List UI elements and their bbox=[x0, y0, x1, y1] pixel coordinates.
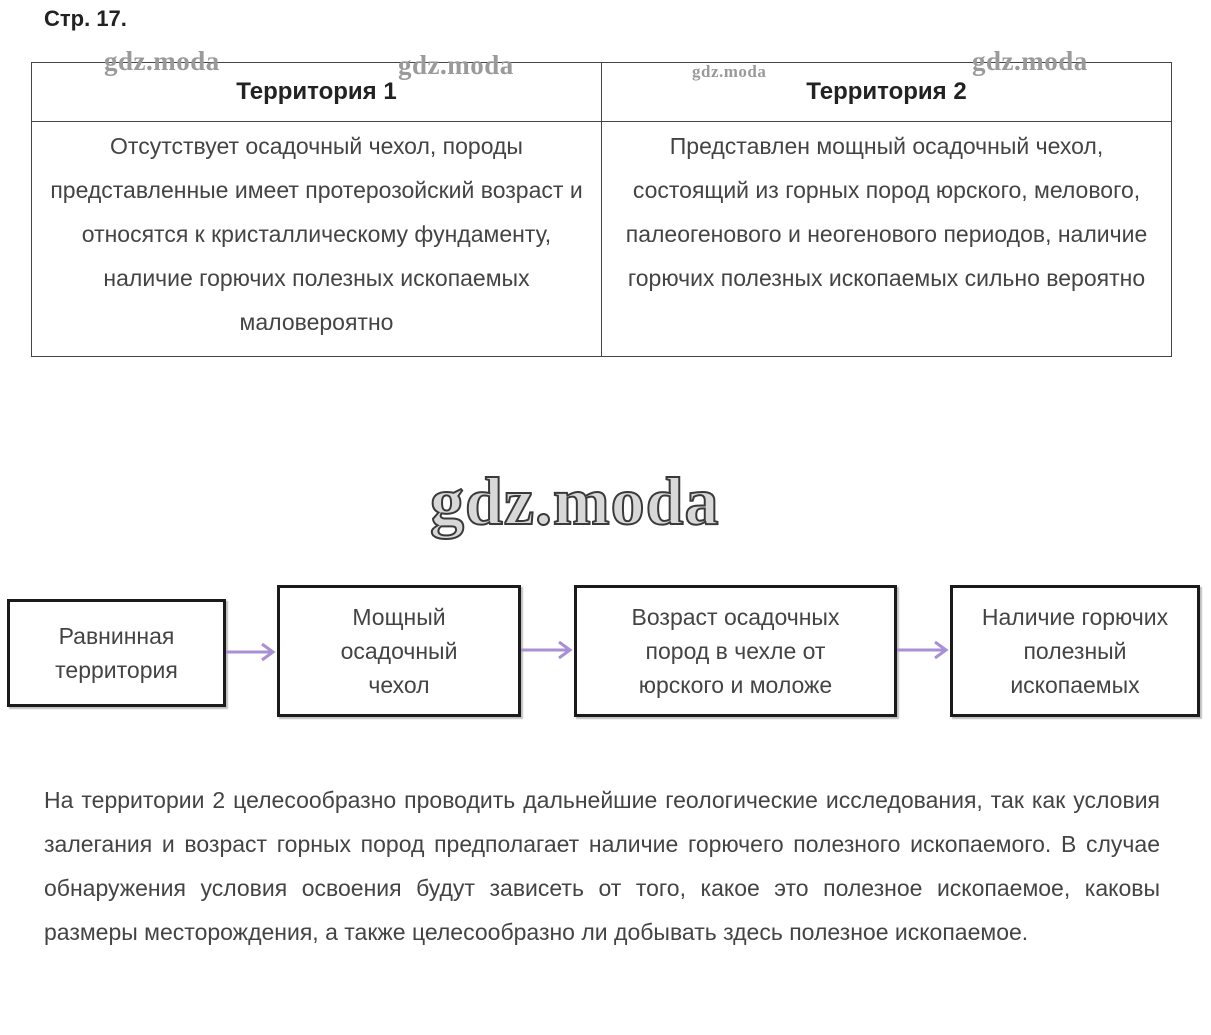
flow-box-label: Мощный осадочный чехол bbox=[340, 604, 458, 698]
page-heading: Стр. 17. bbox=[44, 6, 127, 31]
flow-arrow bbox=[897, 642, 946, 658]
flow-box-label: Равнинная территория bbox=[55, 623, 178, 683]
watermark: gdz.moda bbox=[972, 46, 1088, 76]
cell-territory-2: Представлен мощный осадочный чехол, состоящий из горных пород юрского, мелового, палеогенового и неогенового периодов, наличие горючих полезных ископаемых сильно вероятно bbox=[602, 122, 1172, 357]
watermark: gdz.moda bbox=[398, 50, 514, 80]
flow-arrow bbox=[226, 644, 273, 660]
watermark: gdz.moda bbox=[692, 62, 767, 81]
header-territory-1: Территория 1 bbox=[32, 63, 602, 122]
flow-box-label: Наличие горючих полезный ископаемых bbox=[981, 604, 1169, 698]
conclusion-text: На территории 2 целесообразно проводить дальнейшие геологические исследования, так как условия залегания и возраст горных пород предполагает наличие горючего полезного ископаемого. В случае обнаружения условия освоения будут зависеть от того, какое это полезное ископаемое, каковы размеры месторождения, а также целесообразно ли добывать здесь полезное ископаемое. bbox=[44, 787, 1160, 945]
cell-territory-1: Отсутствует осадочный чехол, породы представленные имеет протерозойский возраст и относятся к кристаллическому фундаменту, наличие горючих полезных ископаемых маловероятно bbox=[32, 122, 602, 357]
flow-box-label: Возраст осадочных пород в чехле от юрского и моложе bbox=[631, 604, 840, 698]
watermark-large: gdz.moda bbox=[430, 463, 720, 539]
watermark: gdz.moda bbox=[104, 46, 220, 76]
flow-arrow bbox=[521, 642, 570, 658]
header-territory-2: Территория 2 bbox=[602, 63, 1172, 122]
